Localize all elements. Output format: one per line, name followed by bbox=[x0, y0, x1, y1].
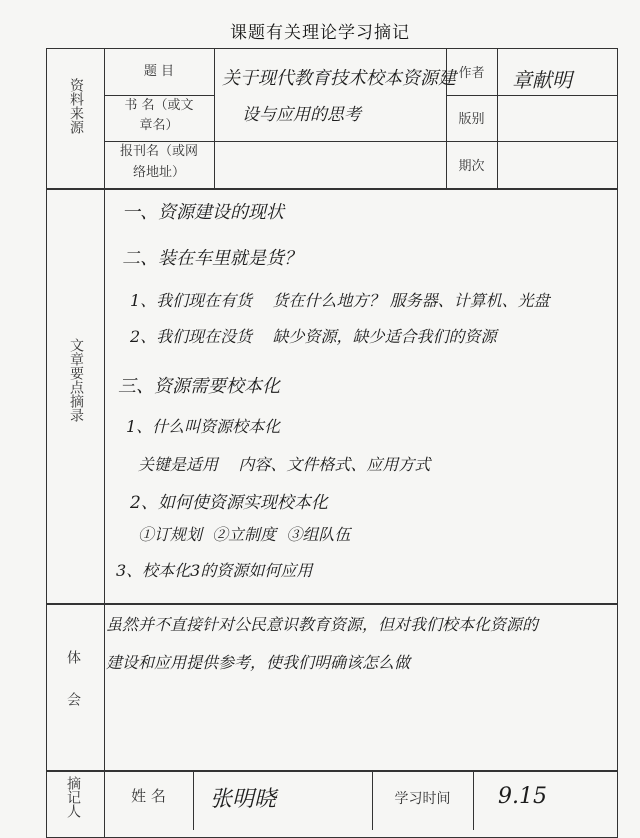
row-divider bbox=[46, 770, 618, 772]
column-divider bbox=[473, 770, 474, 830]
row-divider bbox=[46, 603, 618, 605]
excerpt-line: ①订规划 ②立制度 ③组队伍 bbox=[138, 525, 351, 544]
excerpt-line: 3、校本化3的资源如何应用 bbox=[116, 561, 313, 580]
column-divider bbox=[497, 48, 498, 188]
page-title: 课题有关理论学习摘记 bbox=[230, 23, 410, 43]
row-divider bbox=[446, 95, 618, 96]
topic-value-line1: 关于现代教育技术校本资源建 bbox=[222, 68, 456, 89]
author-label: 作者 bbox=[458, 66, 485, 81]
name-value: 张明晓 bbox=[210, 787, 277, 812]
excerpt-line: 二、装在车里就是货？ bbox=[122, 248, 302, 269]
excerpt-line: 关键是适用 内容、文件格式、应用方式 bbox=[138, 455, 431, 474]
reflection-line1: 虽然并不直接针对公民意识教育资源，但对我们校本化资源的 bbox=[106, 615, 539, 634]
book-label-line2: 章名） bbox=[139, 118, 179, 133]
column-divider bbox=[214, 48, 215, 188]
reflection-section-label: 体会 bbox=[65, 650, 81, 734]
name-label: 姓 名 bbox=[131, 787, 166, 805]
topic-value-line2: 设与应用的思考 bbox=[242, 105, 361, 125]
excerpt-line: 2、我们现在没货 缺少资源，缺少适合我们的资源 bbox=[130, 327, 497, 346]
excerpt-line: 1、什么叫资源校本化 bbox=[126, 417, 281, 436]
topic-label: 题 目 bbox=[143, 64, 175, 79]
reflection-line2: 建设和应用提供参考，使我们明确该怎么做 bbox=[106, 653, 411, 672]
journal-label-line1: 报刊名（或网 bbox=[119, 144, 198, 159]
book-label-line1: 书 名（或文 bbox=[124, 98, 194, 113]
issue-label: 期次 bbox=[458, 159, 485, 174]
excerpt-line: 三、资源需要校本化 bbox=[118, 376, 280, 397]
excerpt-section-label: 文章要点摘录 bbox=[68, 338, 84, 422]
excerpt-line: 1、我们现在有货 货在什么地方？ 服务器、计算机、光盘 bbox=[130, 291, 550, 310]
recorder-section-label: 摘记人 bbox=[65, 776, 81, 818]
journal-label-line2: 络地址） bbox=[132, 165, 185, 180]
excerpt-line: 一、资源建设的现状 bbox=[122, 202, 284, 223]
column-divider bbox=[193, 770, 194, 830]
source-section-label: 资料来源 bbox=[68, 78, 84, 134]
time-label: 学习时间 bbox=[394, 791, 451, 807]
row-divider bbox=[46, 188, 618, 190]
edition-label: 版别 bbox=[458, 112, 485, 127]
author-value: 章献明 bbox=[512, 68, 572, 92]
time-value: 9.15 bbox=[498, 784, 547, 809]
excerpt-line: 2、如何使资源实现校本化 bbox=[130, 493, 328, 513]
